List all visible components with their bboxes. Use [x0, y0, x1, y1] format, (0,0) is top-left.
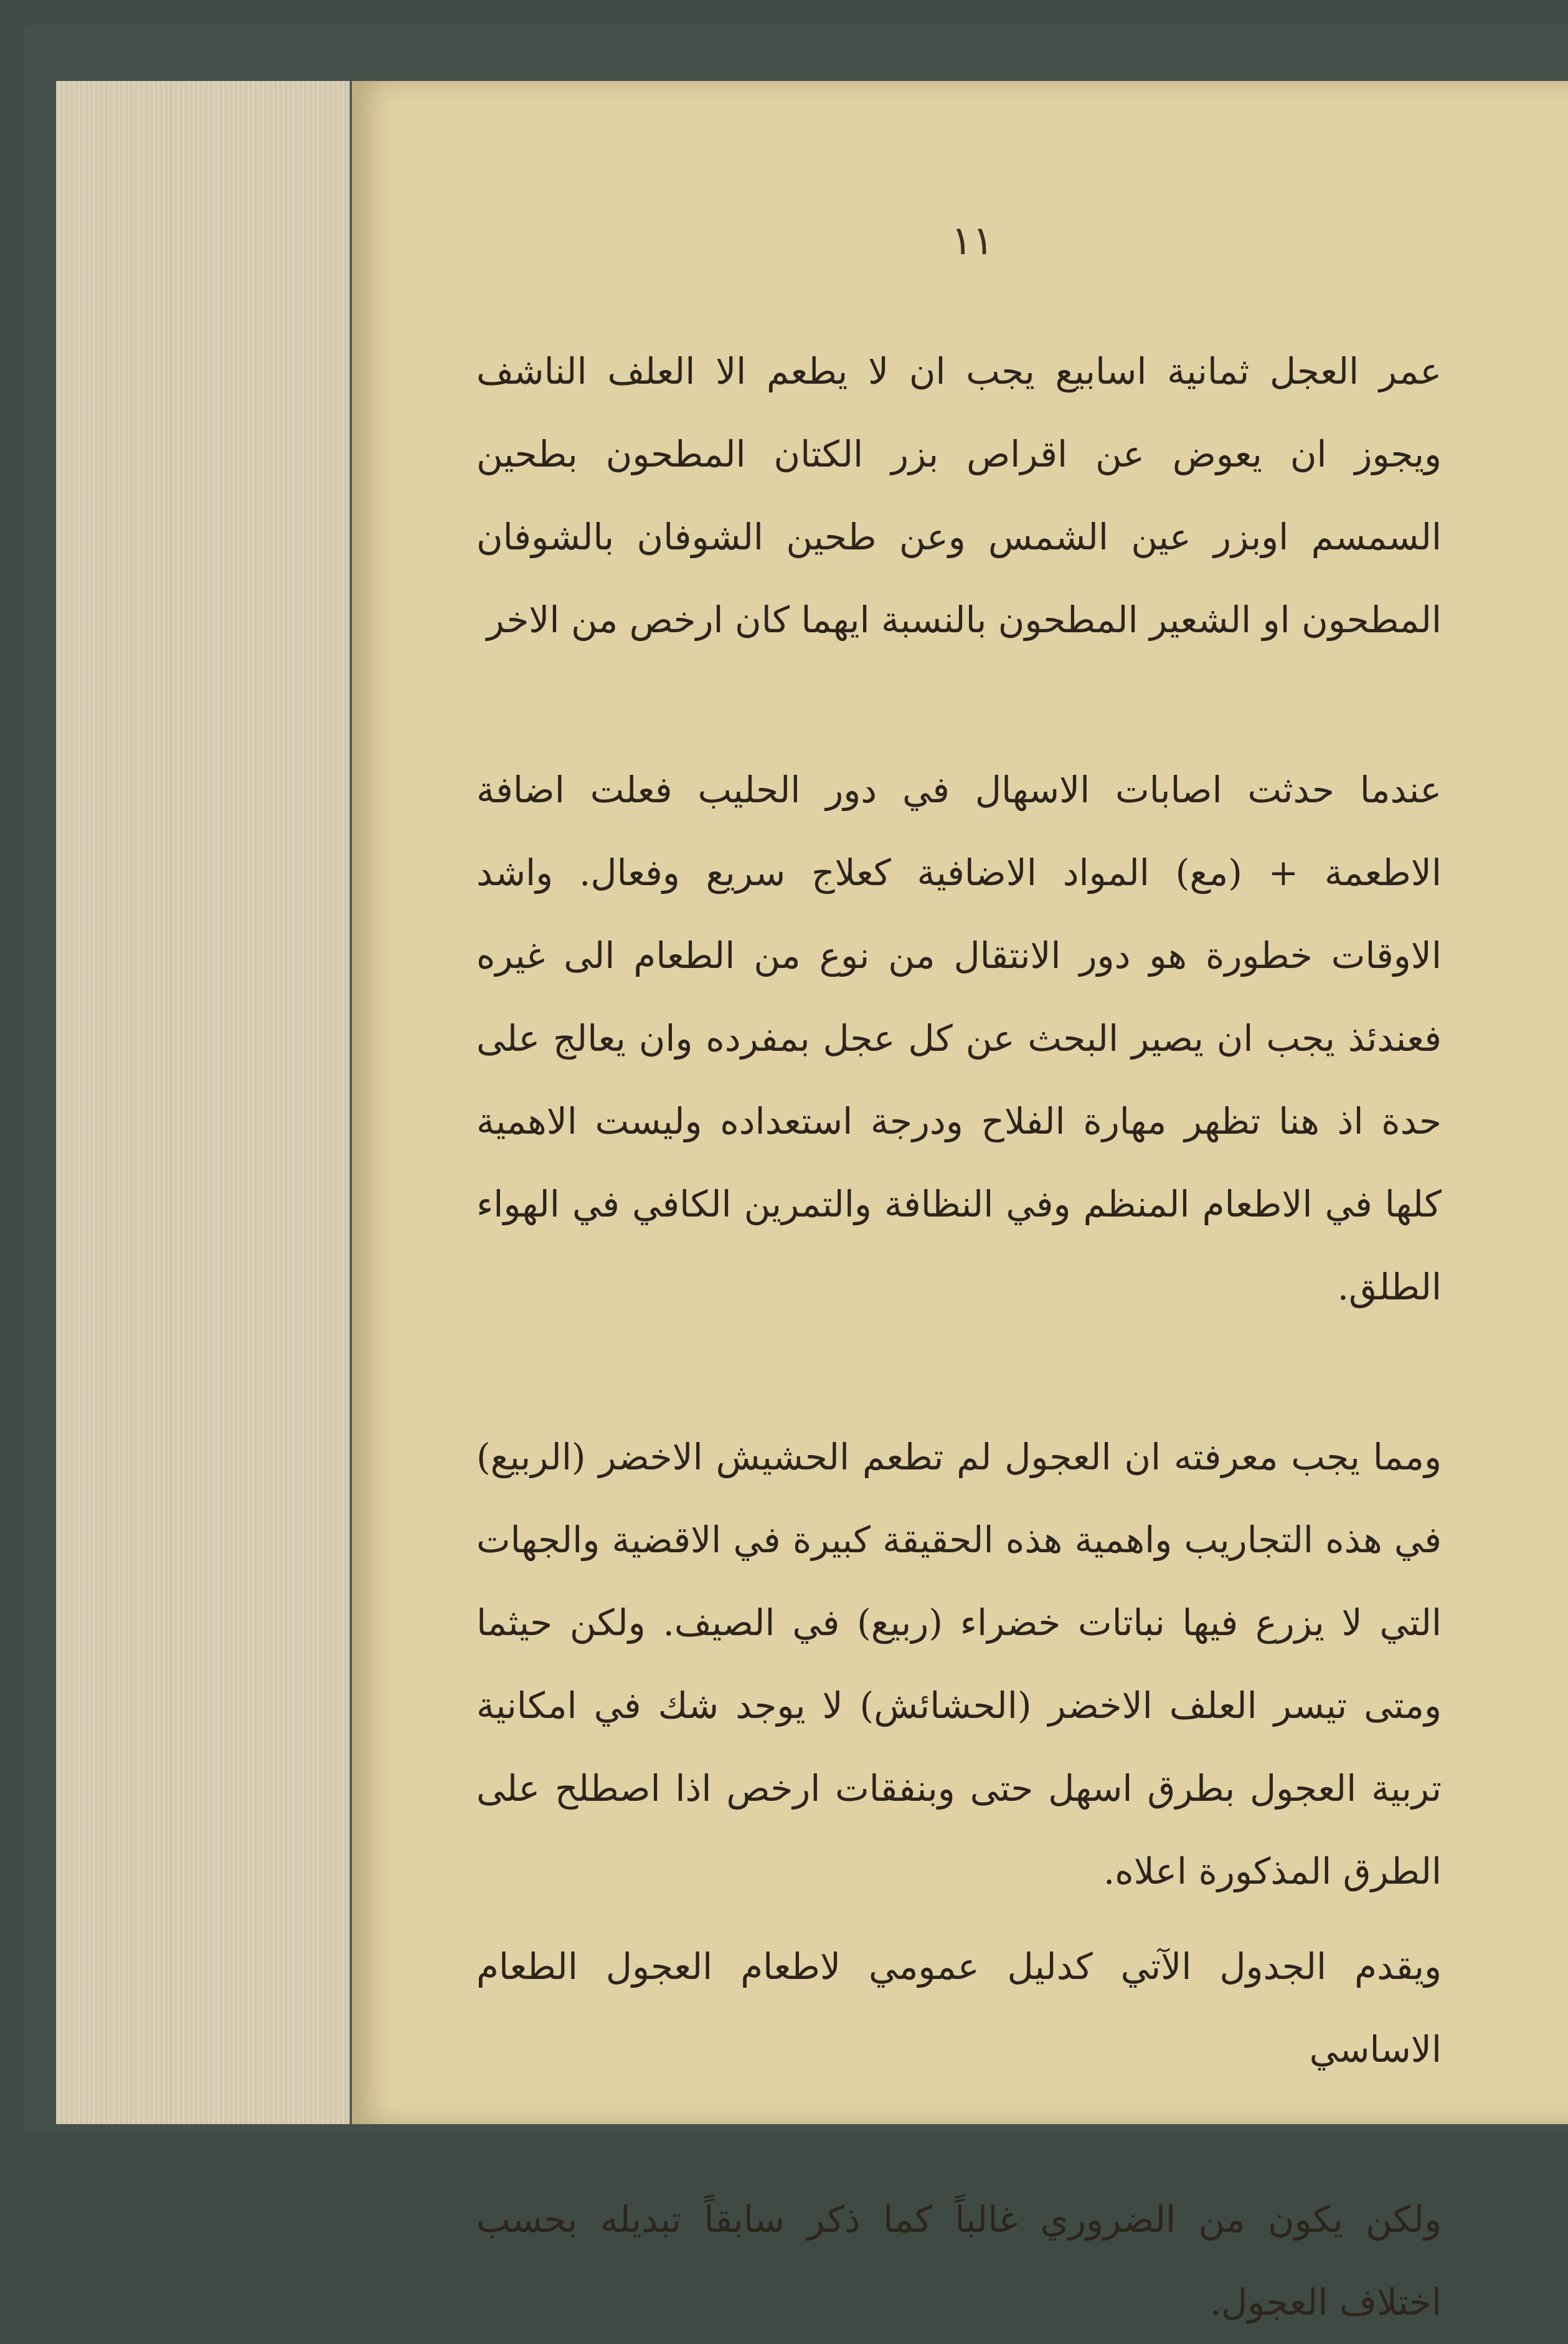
paragraph-5: ولكن يكون من الضروري غالباً كما ذكر سابقاً تبديله بحسب اختلاف العجول.	[476, 2198, 1442, 2323]
page-number: ١١	[951, 218, 994, 264]
paragraph-1: عمر العجل ثمانية اسابيع يجب ان لا يطعم الا العلف الناشف ويجوز ان يعوض عن اقراص بزر الكتان المطحون بطحين السمسم اوبزر عين الشمس وعن طحين الشوفان بالشوفان المطحون او الشعير المطحون بالنسبة ايهما كان ارخص من الاخر	[476, 350, 1442, 641]
paragraph-2: عندما حدثت اصابات الاسهال في دور الحليب فعلت اضافة الاطعمة + (مع) المواد الاضافية كعلاج سريع وفعال. واشد الاوقات خطورة هو دور الانتقال من نوع من الطعام الى غيره فعندئذ يجب ان يصير البحث عن كل عجل بمفرده وان يعالج على حدة اذ هنا تظهر مهارة الفلاح ودرجة استعداده وليست الاهمية كلها في الاطعام المنظم وفي النظافة والتمرين الكافي في الهواء الطلق.	[476, 769, 1442, 1308]
paragraph-3: ومما يجب معرفته ان العجول لم تطعم الحشيش الاخضر (الربيع) في هذه التجاريب واهمية هذه الحقيقة كبيرة في الاقضية والجهات التي لا يزرع فيها نباتات خضراء (ربيع) في الصيف. ولكن حيثما ومتى تيسر العلف الاخضر (الحشائش) لا يوجد شك في امكانية تربية العجول بطرق اسهل حتى وبنفقات ارخص اذا اصطلح على الطرق المذكورة اعلاه.	[476, 1436, 1442, 1892]
page-body	[476, 330, 1442, 2344]
paragraph-4: ويقدم الجدول الآتي كدليل عمومي لاطعام العجول الطعام الاساسي	[476, 1945, 1442, 2071]
book-page	[352, 81, 1568, 2323]
book	[25, 25, 1568, 2323]
page-block-edge	[56, 81, 350, 2124]
